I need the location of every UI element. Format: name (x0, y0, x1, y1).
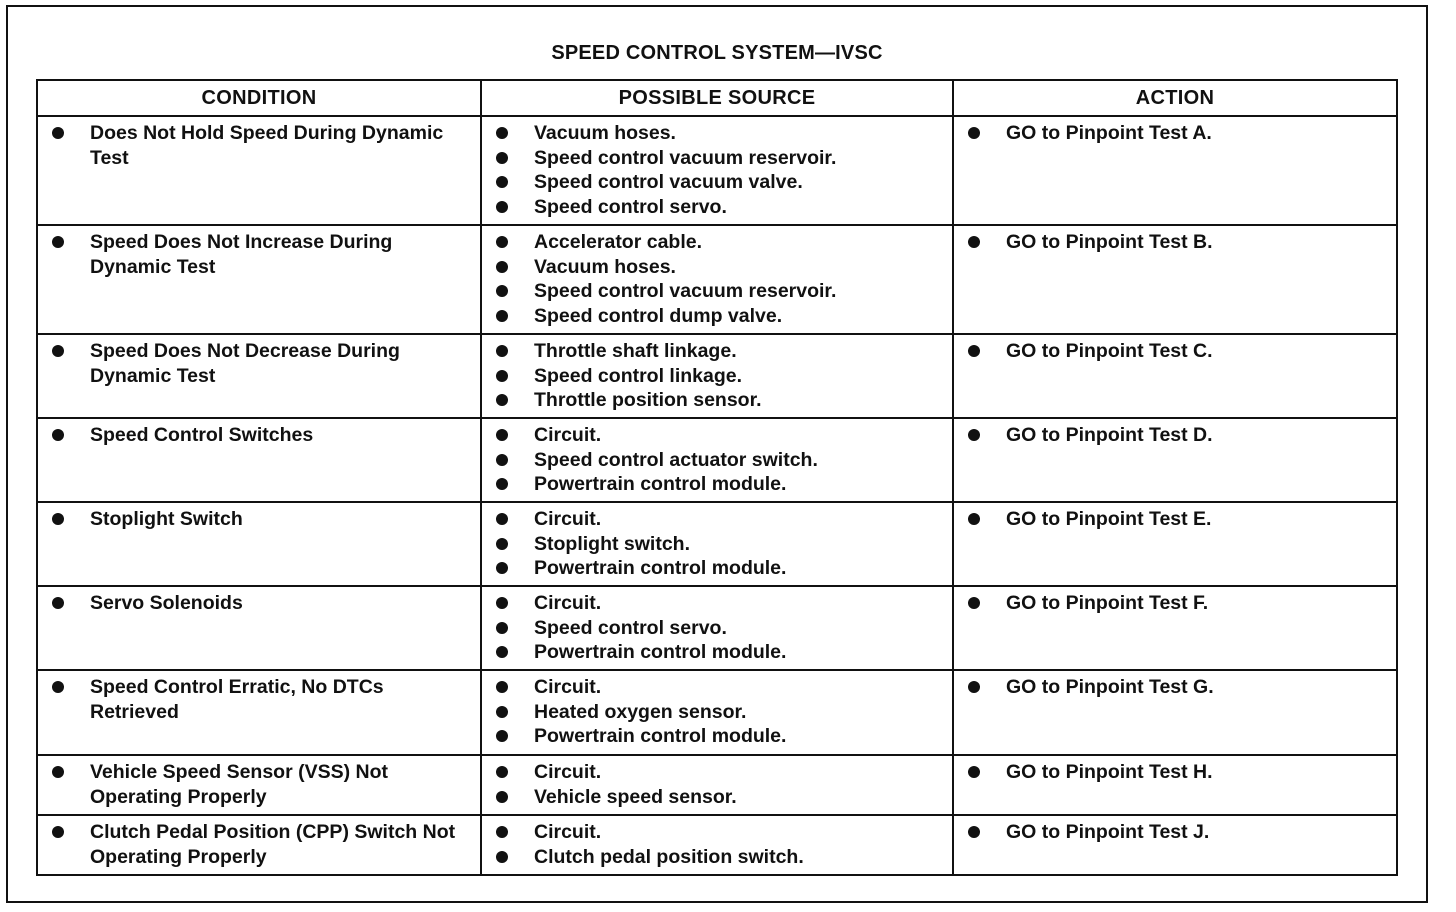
bullet-icon (52, 236, 64, 248)
possible-source-cell (481, 116, 953, 225)
bullet-icon (496, 597, 508, 609)
source-item-text: Heated oxygen sensor. (534, 700, 747, 723)
bullet-icon (52, 429, 64, 441)
condition-item (48, 820, 470, 869)
condition-item-text: Speed Control Erratic, No DTCs Retrieved (90, 676, 384, 723)
bullet-icon (496, 201, 508, 213)
condition-cell (37, 502, 481, 586)
bullet-icon (52, 345, 64, 357)
table-row (37, 225, 1397, 334)
source-item (492, 845, 942, 870)
bullet-icon (496, 429, 508, 441)
bullet-icon (968, 236, 980, 248)
condition-item (48, 339, 470, 388)
source-item (492, 255, 942, 280)
table-row (37, 418, 1397, 502)
condition-cell (37, 225, 481, 334)
source-item (492, 121, 942, 146)
condition-item-text: Speed Does Not Decrease During Dynamic Test (90, 340, 400, 387)
source-item-text: Stoplight switch. (534, 532, 690, 555)
bullet-icon (496, 622, 508, 634)
bullet-icon (496, 730, 508, 742)
action-item (964, 591, 1386, 616)
table-row (37, 815, 1397, 875)
condition-item-text: Speed Does Not Increase During Dynamic Test (90, 231, 393, 278)
action-header: ACTION (953, 80, 1397, 116)
page-title: SPEED CONTROL SYSTEM—IVSC (551, 42, 883, 64)
condition-item-text: Speed Control Switches (90, 424, 314, 446)
possible-source-cell (481, 670, 953, 755)
bullet-icon (496, 513, 508, 525)
source-item (492, 146, 942, 171)
source-item (492, 472, 942, 497)
bullet-icon (496, 646, 508, 658)
source-item-text: Speed control vacuum reservoir. (534, 146, 837, 169)
condition-cell (37, 116, 481, 225)
bullet-icon (496, 681, 508, 693)
action-item-text: GO to Pinpoint Test A. (1006, 122, 1212, 144)
source-item-text: Circuit. (534, 676, 602, 698)
action-cell (953, 116, 1397, 225)
source-item-text: Circuit. (534, 592, 602, 614)
possible-source-cell (481, 815, 953, 875)
table-row (37, 755, 1397, 815)
source-item-text: Vacuum hoses. (534, 122, 676, 144)
possible-source-cell (481, 755, 953, 815)
bullet-icon (496, 127, 508, 139)
source-item (492, 279, 942, 304)
condition-cell (37, 815, 481, 875)
bullet-icon (496, 851, 508, 863)
action-item-text: GO to Pinpoint Test F. (1006, 592, 1209, 614)
bullet-icon (52, 681, 64, 693)
action-cell (953, 815, 1397, 875)
source-item (492, 339, 942, 364)
source-item-text: Throttle shaft linkage. (534, 340, 737, 362)
source-item-text: Circuit. (534, 821, 602, 843)
condition-cell (37, 334, 481, 418)
source-item (492, 556, 942, 581)
condition-item-text: Vehicle Speed Sensor (VSS) Not Operating Properly (90, 761, 389, 808)
header-row (37, 80, 1397, 116)
bullet-icon (968, 513, 980, 525)
source-item-text: Powertrain control module. (534, 725, 787, 747)
action-item (964, 423, 1386, 448)
bullet-icon (968, 597, 980, 609)
action-cell (953, 225, 1397, 334)
bullet-icon (968, 766, 980, 778)
action-item (964, 507, 1386, 532)
action-item (964, 760, 1386, 785)
bullet-icon (496, 826, 508, 838)
possible-source-cell (481, 334, 953, 418)
bullet-icon (496, 706, 508, 718)
source-item (492, 675, 942, 700)
bullet-icon (496, 538, 508, 550)
condition-item (48, 591, 470, 616)
source-item (492, 388, 942, 413)
source-item-text: Speed control vacuum valve. (534, 171, 803, 193)
source-item (492, 616, 942, 641)
source-item (492, 700, 942, 725)
source-item-text: Powertrain control module. (534, 473, 787, 495)
condition-cell (37, 418, 481, 502)
condition-header: CONDITION (37, 80, 481, 116)
table-row (37, 334, 1397, 418)
bullet-icon (496, 454, 508, 466)
action-cell (953, 586, 1397, 670)
condition-item (48, 507, 470, 532)
bullet-icon (496, 236, 508, 248)
source-item (492, 785, 942, 810)
possible-source-cell (481, 586, 953, 670)
bullet-icon (496, 152, 508, 164)
action-item-text: GO to Pinpoint Test G. (1006, 676, 1214, 698)
condition-cell (37, 670, 481, 755)
possible-source-cell (481, 502, 953, 586)
action-item (964, 121, 1386, 146)
bullet-icon (968, 681, 980, 693)
possible-source-cell (481, 418, 953, 502)
bullet-icon (496, 261, 508, 273)
source-item (492, 170, 942, 195)
bullet-icon (52, 826, 64, 838)
bullet-icon (496, 791, 508, 803)
action-item-text: GO to Pinpoint Test E. (1006, 508, 1212, 530)
action-item-text: GO to Pinpoint Test D. (1006, 424, 1213, 446)
source-item (492, 724, 942, 749)
action-cell (953, 755, 1397, 815)
bullet-icon (496, 345, 508, 357)
action-cell (953, 670, 1397, 755)
condition-item (48, 121, 470, 170)
source-item-text: Circuit. (534, 508, 602, 530)
possible-source-cell (481, 225, 953, 334)
condition-item (48, 675, 470, 724)
source-item-text: Circuit. (534, 424, 602, 446)
source-item-text: Speed control linkage. (534, 364, 743, 387)
source-item (492, 423, 942, 448)
source-item (492, 195, 942, 220)
action-item-text: GO to Pinpoint Test J. (1006, 821, 1210, 843)
source-item-text: Accelerator cable. (534, 231, 703, 253)
table-row (37, 670, 1397, 755)
condition-item (48, 230, 470, 279)
source-item-text: Speed control vacuum reservoir. (534, 280, 837, 302)
condition-item-text: Clutch Pedal Position (CPP) Switch Not Operating Properly (90, 821, 456, 868)
table-row (37, 502, 1397, 586)
bullet-icon (496, 370, 508, 382)
source-item (492, 507, 942, 532)
bullet-icon (52, 766, 64, 778)
condition-cell (37, 755, 481, 815)
bullet-icon (968, 345, 980, 357)
action-item-text: GO to Pinpoint Test C. (1006, 340, 1213, 362)
source-item (492, 591, 942, 616)
bullet-icon (968, 127, 980, 139)
action-cell (953, 418, 1397, 502)
bullet-icon (496, 562, 508, 574)
bullet-icon (968, 826, 980, 838)
source-item-text: Powertrain control module. (534, 557, 787, 579)
bullet-icon (52, 513, 64, 525)
bullet-icon (496, 176, 508, 188)
source-item-text: Vehicle speed sensor. (534, 785, 737, 808)
table-body (37, 116, 1397, 875)
diagnosis-table (36, 79, 1398, 876)
source-item-text: Throttle position sensor. (534, 389, 762, 411)
condition-item-text: Stoplight Switch (90, 508, 243, 530)
bullet-icon (52, 127, 64, 139)
source-item (492, 448, 942, 473)
action-item-text: GO to Pinpoint Test B. (1006, 231, 1213, 253)
source-item-text: Speed control servo. (534, 195, 727, 218)
condition-item-text: Does Not Hold Speed During Dynamic Test (90, 122, 444, 169)
source-item-text: Circuit. (534, 761, 602, 783)
action-item-text: GO to Pinpoint Test H. (1006, 761, 1213, 783)
source-item-text: Speed control actuator switch. (534, 448, 818, 471)
action-item (964, 230, 1386, 255)
source-item-text: Powertrain control module. (534, 641, 787, 663)
source-item-text: Speed control servo. (534, 616, 727, 639)
action-cell (953, 502, 1397, 586)
action-item (964, 675, 1386, 700)
action-cell (953, 334, 1397, 418)
source-item (492, 760, 942, 785)
source-item (492, 230, 942, 255)
source-item-text: Speed control dump valve. (534, 304, 783, 327)
source-item (492, 820, 942, 845)
table-row (37, 116, 1397, 225)
bullet-icon (496, 394, 508, 406)
condition-item-text: Servo Solenoids (90, 592, 243, 614)
bullet-icon (496, 310, 508, 322)
source-item (492, 640, 942, 665)
bullet-icon (52, 597, 64, 609)
bullet-icon (496, 766, 508, 778)
condition-item (48, 423, 470, 448)
source-item-text: Clutch pedal position switch. (534, 845, 804, 868)
source-item-text: Vacuum hoses. (534, 255, 676, 278)
action-item (964, 820, 1386, 845)
condition-item (48, 760, 470, 809)
bullet-icon (496, 285, 508, 297)
bullet-icon (968, 429, 980, 441)
source-item (492, 532, 942, 557)
possible-source-header: POSSIBLE SOURCE (481, 80, 953, 116)
condition-cell (37, 586, 481, 670)
source-item (492, 304, 942, 329)
table-row (37, 586, 1397, 670)
bullet-icon (496, 478, 508, 490)
action-item (964, 339, 1386, 364)
source-item (492, 364, 942, 389)
